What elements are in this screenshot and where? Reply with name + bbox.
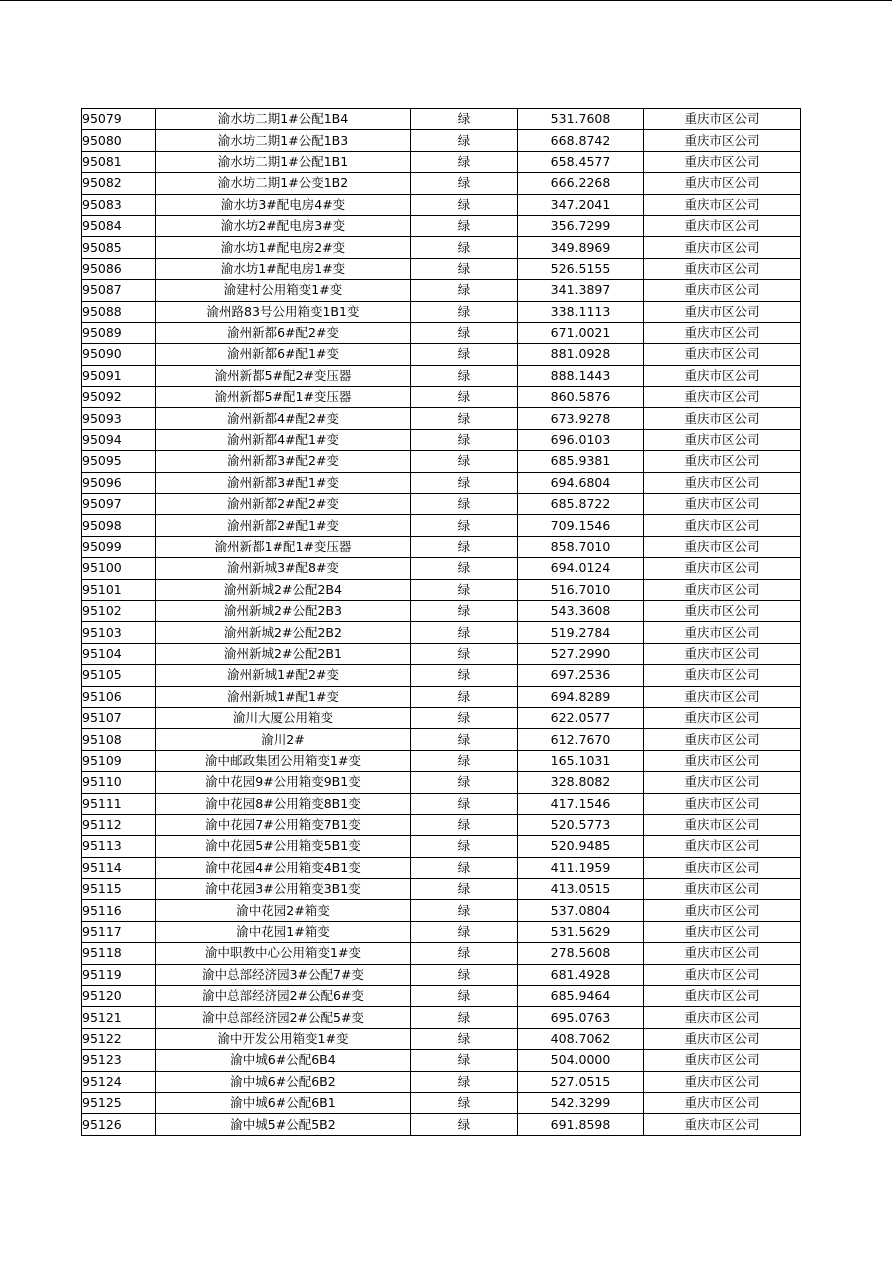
table-row [82, 579, 801, 600]
row-company-cell: 重庆市区公司 [644, 857, 801, 878]
table-row [82, 921, 801, 942]
row-color-cell: 绿 [411, 1007, 518, 1028]
row-name-cell: 渝州新都6#配1#变 [156, 344, 411, 365]
table-row [82, 173, 801, 194]
table-row [82, 109, 801, 130]
row-name-cell: 渝水坊二期1#公配1B4 [156, 109, 411, 130]
row-color-cell: 绿 [411, 344, 518, 365]
table-row [82, 900, 801, 921]
row-id-cell: 95103 [82, 622, 156, 643]
table-row [82, 215, 801, 236]
row-value-cell: 673.9278 [518, 408, 644, 429]
row-color-cell: 绿 [411, 836, 518, 857]
row-id-cell: 95092 [82, 387, 156, 408]
row-id-cell: 95118 [82, 943, 156, 964]
row-color-cell: 绿 [411, 814, 518, 835]
row-color-cell: 绿 [411, 194, 518, 215]
row-id-cell: 95107 [82, 707, 156, 728]
row-value-cell: 543.3608 [518, 600, 644, 621]
row-value-cell: 612.7670 [518, 729, 644, 750]
row-name-cell: 渝中花园5#公用箱变5B1变 [156, 836, 411, 857]
row-value-cell: 858.7010 [518, 536, 644, 557]
row-color-cell: 绿 [411, 943, 518, 964]
row-id-cell: 95109 [82, 750, 156, 771]
row-company-cell: 重庆市区公司 [644, 1092, 801, 1113]
row-color-cell: 绿 [411, 387, 518, 408]
row-value-cell: 338.1113 [518, 301, 644, 322]
table-row [82, 408, 801, 429]
row-color-cell: 绿 [411, 622, 518, 643]
row-id-cell: 95087 [82, 280, 156, 301]
row-company-cell: 重庆市区公司 [644, 1007, 801, 1028]
table-row [82, 536, 801, 557]
row-company-cell: 重庆市区公司 [644, 258, 801, 279]
row-value-cell: 527.0515 [518, 1071, 644, 1092]
row-value-cell: 709.1546 [518, 515, 644, 536]
row-id-cell: 95104 [82, 643, 156, 664]
row-id-cell: 95106 [82, 686, 156, 707]
row-color-cell: 绿 [411, 301, 518, 322]
row-id-cell: 95086 [82, 258, 156, 279]
row-name-cell: 渝川大厦公用箱变 [156, 707, 411, 728]
row-company-cell: 重庆市区公司 [644, 643, 801, 664]
row-id-cell: 95122 [82, 1028, 156, 1049]
row-color-cell: 绿 [411, 665, 518, 686]
row-company-cell: 重庆市区公司 [644, 1114, 801, 1135]
row-id-cell: 95124 [82, 1071, 156, 1092]
row-value-cell: 347.2041 [518, 194, 644, 215]
table-row [82, 194, 801, 215]
row-name-cell: 渝水坊2#配电房3#变 [156, 215, 411, 236]
row-company-cell: 重庆市区公司 [644, 494, 801, 515]
row-name-cell: 渝水坊二期1#公配1B3 [156, 130, 411, 151]
row-company-cell: 重庆市区公司 [644, 1071, 801, 1092]
table-row [82, 793, 801, 814]
row-color-cell: 绿 [411, 986, 518, 1007]
row-company-cell: 重庆市区公司 [644, 194, 801, 215]
row-id-cell: 95079 [82, 109, 156, 130]
row-name-cell: 渝川2# [156, 729, 411, 750]
row-value-cell: 349.8969 [518, 237, 644, 258]
row-company-cell: 重庆市区公司 [644, 558, 801, 579]
table-row [82, 322, 801, 343]
table-row [82, 558, 801, 579]
row-company-cell: 重庆市区公司 [644, 408, 801, 429]
row-id-cell: 95091 [82, 365, 156, 386]
row-company-cell: 重庆市区公司 [644, 943, 801, 964]
row-id-cell: 95115 [82, 879, 156, 900]
table-row [82, 1050, 801, 1071]
table-row [82, 729, 801, 750]
row-color-cell: 绿 [411, 173, 518, 194]
row-name-cell: 渝中花园9#公用箱变9B1变 [156, 772, 411, 793]
row-color-cell: 绿 [411, 472, 518, 493]
row-value-cell: 278.5608 [518, 943, 644, 964]
row-id-cell: 95093 [82, 408, 156, 429]
row-name-cell: 渝中职教中心公用箱变1#变 [156, 943, 411, 964]
row-value-cell: 516.7010 [518, 579, 644, 600]
row-company-cell: 重庆市区公司 [644, 173, 801, 194]
row-company-cell: 重庆市区公司 [644, 536, 801, 557]
row-id-cell: 95108 [82, 729, 156, 750]
row-color-cell: 绿 [411, 258, 518, 279]
row-id-cell: 95102 [82, 600, 156, 621]
row-name-cell: 渝中花园7#公用箱变7B1变 [156, 814, 411, 835]
table-row [82, 686, 801, 707]
row-value-cell: 413.0515 [518, 879, 644, 900]
page-top-rule [0, 0, 892, 1]
row-company-cell: 重庆市区公司 [644, 964, 801, 985]
row-name-cell: 渝州新城2#公配2B2 [156, 622, 411, 643]
row-id-cell: 95111 [82, 793, 156, 814]
row-company-cell: 重庆市区公司 [644, 707, 801, 728]
table-row [82, 750, 801, 771]
row-color-cell: 绿 [411, 729, 518, 750]
row-company-cell: 重庆市区公司 [644, 322, 801, 343]
row-color-cell: 绿 [411, 579, 518, 600]
row-name-cell: 渝中花园8#公用箱变8B1变 [156, 793, 411, 814]
row-name-cell: 渝中花园2#箱变 [156, 900, 411, 921]
row-color-cell: 绿 [411, 1114, 518, 1135]
row-value-cell: 537.0804 [518, 900, 644, 921]
table-row [82, 707, 801, 728]
row-color-cell: 绿 [411, 215, 518, 236]
row-name-cell: 渝州新都3#配1#变 [156, 472, 411, 493]
row-color-cell: 绿 [411, 109, 518, 130]
row-company-cell: 重庆市区公司 [644, 429, 801, 450]
table-row [82, 1092, 801, 1113]
row-company-cell: 重庆市区公司 [644, 301, 801, 322]
row-name-cell: 渝州路83号公用箱变1B1变 [156, 301, 411, 322]
table-row [82, 772, 801, 793]
row-value-cell: 519.2784 [518, 622, 644, 643]
row-color-cell: 绿 [411, 750, 518, 771]
table-row [82, 1071, 801, 1092]
row-color-cell: 绿 [411, 536, 518, 557]
row-value-cell: 520.9485 [518, 836, 644, 857]
row-name-cell: 渝水坊3#配电房4#变 [156, 194, 411, 215]
row-name-cell: 渝中花园4#公用箱变4B1变 [156, 857, 411, 878]
row-value-cell: 888.1443 [518, 365, 644, 386]
row-color-cell: 绿 [411, 857, 518, 878]
row-color-cell: 绿 [411, 793, 518, 814]
row-id-cell: 95098 [82, 515, 156, 536]
row-name-cell: 渝州新城1#配1#变 [156, 686, 411, 707]
row-value-cell: 408.7062 [518, 1028, 644, 1049]
table-row [82, 1114, 801, 1135]
table-row [82, 151, 801, 172]
row-id-cell: 95094 [82, 429, 156, 450]
row-id-cell: 95126 [82, 1114, 156, 1135]
row-name-cell: 渝水坊1#配电房1#变 [156, 258, 411, 279]
row-company-cell: 重庆市区公司 [644, 579, 801, 600]
row-color-cell: 绿 [411, 365, 518, 386]
row-id-cell: 95121 [82, 1007, 156, 1028]
table-row [82, 665, 801, 686]
row-color-cell: 绿 [411, 900, 518, 921]
row-company-cell: 重庆市区公司 [644, 237, 801, 258]
row-value-cell: 881.0928 [518, 344, 644, 365]
row-color-cell: 绿 [411, 494, 518, 515]
row-value-cell: 531.5629 [518, 921, 644, 942]
row-value-cell: 681.4928 [518, 964, 644, 985]
row-company-cell: 重庆市区公司 [644, 686, 801, 707]
row-value-cell: 671.0021 [518, 322, 644, 343]
row-id-cell: 95082 [82, 173, 156, 194]
row-company-cell: 重庆市区公司 [644, 109, 801, 130]
table-row [82, 515, 801, 536]
row-id-cell: 95090 [82, 344, 156, 365]
table-row [82, 622, 801, 643]
row-id-cell: 95085 [82, 237, 156, 258]
table-row [82, 301, 801, 322]
row-value-cell: 417.1546 [518, 793, 644, 814]
table-row [82, 280, 801, 301]
row-name-cell: 渝中花园3#公用箱变3B1变 [156, 879, 411, 900]
row-id-cell: 95099 [82, 536, 156, 557]
row-company-cell: 重庆市区公司 [644, 900, 801, 921]
row-company-cell: 重庆市区公司 [644, 1028, 801, 1049]
row-company-cell: 重庆市区公司 [644, 600, 801, 621]
row-company-cell: 重庆市区公司 [644, 986, 801, 1007]
row-color-cell: 绿 [411, 686, 518, 707]
row-value-cell: 504.0000 [518, 1050, 644, 1071]
table-row [82, 879, 801, 900]
row-company-cell: 重庆市区公司 [644, 879, 801, 900]
row-name-cell: 渝中总部经济园3#公配7#变 [156, 964, 411, 985]
row-company-cell: 重庆市区公司 [644, 130, 801, 151]
row-company-cell: 重庆市区公司 [644, 750, 801, 771]
row-company-cell: 重庆市区公司 [644, 793, 801, 814]
table-row [82, 600, 801, 621]
row-id-cell: 95114 [82, 857, 156, 878]
row-id-cell: 95116 [82, 900, 156, 921]
row-company-cell: 重庆市区公司 [644, 151, 801, 172]
row-color-cell: 绿 [411, 707, 518, 728]
table-row [82, 258, 801, 279]
row-id-cell: 95123 [82, 1050, 156, 1071]
row-color-cell: 绿 [411, 1050, 518, 1071]
row-id-cell: 95125 [82, 1092, 156, 1113]
row-value-cell: 622.0577 [518, 707, 644, 728]
table-row [82, 451, 801, 472]
row-company-cell: 重庆市区公司 [644, 665, 801, 686]
row-company-cell: 重庆市区公司 [644, 622, 801, 643]
table-row [82, 472, 801, 493]
row-color-cell: 绿 [411, 408, 518, 429]
row-id-cell: 95120 [82, 986, 156, 1007]
row-value-cell: 531.7608 [518, 109, 644, 130]
row-value-cell: 666.2268 [518, 173, 644, 194]
row-id-cell: 95084 [82, 215, 156, 236]
row-id-cell: 95110 [82, 772, 156, 793]
row-color-cell: 绿 [411, 921, 518, 942]
row-value-cell: 685.9464 [518, 986, 644, 1007]
row-name-cell: 渝州新都3#配2#变 [156, 451, 411, 472]
row-name-cell: 渝水坊二期1#公配1B1 [156, 151, 411, 172]
row-name-cell: 渝州新城3#配8#变 [156, 558, 411, 579]
row-value-cell: 694.0124 [518, 558, 644, 579]
row-id-cell: 95097 [82, 494, 156, 515]
row-color-cell: 绿 [411, 151, 518, 172]
row-company-cell: 重庆市区公司 [644, 387, 801, 408]
row-color-cell: 绿 [411, 772, 518, 793]
row-value-cell: 695.0763 [518, 1007, 644, 1028]
row-name-cell: 渝州新城2#公配2B4 [156, 579, 411, 600]
row-name-cell: 渝州新都5#配1#变压器 [156, 387, 411, 408]
row-color-cell: 绿 [411, 643, 518, 664]
row-name-cell: 渝州新都1#配1#变压器 [156, 536, 411, 557]
row-company-cell: 重庆市区公司 [644, 280, 801, 301]
row-name-cell: 渝中城6#公配6B4 [156, 1050, 411, 1071]
row-name-cell: 渝水坊1#配电房2#变 [156, 237, 411, 258]
row-company-cell: 重庆市区公司 [644, 836, 801, 857]
row-id-cell: 95088 [82, 301, 156, 322]
row-id-cell: 95113 [82, 836, 156, 857]
table-row [82, 643, 801, 664]
row-name-cell: 渝州新都5#配2#变压器 [156, 365, 411, 386]
row-value-cell: 694.8289 [518, 686, 644, 707]
row-company-cell: 重庆市区公司 [644, 215, 801, 236]
row-value-cell: 542.3299 [518, 1092, 644, 1113]
row-name-cell: 渝中城6#公配6B2 [156, 1071, 411, 1092]
row-name-cell: 渝州新都4#配2#变 [156, 408, 411, 429]
table-row [82, 429, 801, 450]
row-company-cell: 重庆市区公司 [644, 344, 801, 365]
row-id-cell: 95089 [82, 322, 156, 343]
row-company-cell: 重庆市区公司 [644, 451, 801, 472]
row-name-cell: 渝中总部经济园2#公配5#变 [156, 1007, 411, 1028]
row-id-cell: 95117 [82, 921, 156, 942]
row-id-cell: 95080 [82, 130, 156, 151]
row-color-cell: 绿 [411, 1071, 518, 1092]
row-company-cell: 重庆市区公司 [644, 729, 801, 750]
row-name-cell: 渝水坊二期1#公变1B2 [156, 173, 411, 194]
table-row [82, 1007, 801, 1028]
table-row [82, 836, 801, 857]
row-value-cell: 526.5155 [518, 258, 644, 279]
row-id-cell: 95083 [82, 194, 156, 215]
row-name-cell: 渝中城6#公配6B1 [156, 1092, 411, 1113]
row-company-cell: 重庆市区公司 [644, 814, 801, 835]
row-value-cell: 520.5773 [518, 814, 644, 835]
row-value-cell: 328.8082 [518, 772, 644, 793]
row-id-cell: 95095 [82, 451, 156, 472]
row-name-cell: 渝州新城2#公配2B1 [156, 643, 411, 664]
row-value-cell: 668.8742 [518, 130, 644, 151]
row-name-cell: 渝州新城1#配2#变 [156, 665, 411, 686]
row-name-cell: 渝中城5#公配5B2 [156, 1114, 411, 1135]
row-value-cell: 685.8722 [518, 494, 644, 515]
table-body [82, 109, 801, 1136]
row-company-cell: 重庆市区公司 [644, 772, 801, 793]
row-color-cell: 绿 [411, 130, 518, 151]
row-name-cell: 渝州新城2#公配2B3 [156, 600, 411, 621]
row-color-cell: 绿 [411, 280, 518, 301]
row-id-cell: 95105 [82, 665, 156, 686]
row-name-cell: 渝建村公用箱变1#变 [156, 280, 411, 301]
row-company-cell: 重庆市区公司 [644, 921, 801, 942]
row-name-cell: 渝中花园1#箱变 [156, 921, 411, 942]
table-row [82, 964, 801, 985]
row-color-cell: 绿 [411, 879, 518, 900]
row-color-cell: 绿 [411, 964, 518, 985]
row-company-cell: 重庆市区公司 [644, 515, 801, 536]
row-id-cell: 95119 [82, 964, 156, 985]
row-value-cell: 527.2990 [518, 643, 644, 664]
row-name-cell: 渝中邮政集团公用箱变1#变 [156, 750, 411, 771]
row-name-cell: 渝中总部经济园2#公配6#变 [156, 986, 411, 1007]
row-value-cell: 165.1031 [518, 750, 644, 771]
row-value-cell: 356.7299 [518, 215, 644, 236]
row-color-cell: 绿 [411, 429, 518, 450]
table-row [82, 857, 801, 878]
table-row [82, 387, 801, 408]
table-row [82, 494, 801, 515]
row-value-cell: 697.2536 [518, 665, 644, 686]
table-row [82, 1028, 801, 1049]
row-color-cell: 绿 [411, 558, 518, 579]
row-name-cell: 渝州新都6#配2#变 [156, 322, 411, 343]
row-id-cell: 95081 [82, 151, 156, 172]
row-color-cell: 绿 [411, 1028, 518, 1049]
table-row [82, 130, 801, 151]
row-color-cell: 绿 [411, 515, 518, 536]
row-color-cell: 绿 [411, 322, 518, 343]
row-value-cell: 341.3897 [518, 280, 644, 301]
row-id-cell: 95101 [82, 579, 156, 600]
table-row [82, 365, 801, 386]
row-value-cell: 691.8598 [518, 1114, 644, 1135]
row-color-cell: 绿 [411, 1092, 518, 1113]
transformer-table [81, 108, 801, 1136]
row-value-cell: 860.5876 [518, 387, 644, 408]
row-color-cell: 绿 [411, 237, 518, 258]
row-id-cell: 95112 [82, 814, 156, 835]
table-row [82, 237, 801, 258]
row-company-cell: 重庆市区公司 [644, 1050, 801, 1071]
table-row [82, 986, 801, 1007]
row-company-cell: 重庆市区公司 [644, 472, 801, 493]
row-name-cell: 渝州新都4#配1#变 [156, 429, 411, 450]
table-row [82, 943, 801, 964]
row-color-cell: 绿 [411, 451, 518, 472]
row-value-cell: 411.1959 [518, 857, 644, 878]
row-name-cell: 渝州新都2#配2#变 [156, 494, 411, 515]
row-name-cell: 渝中开发公用箱变1#变 [156, 1028, 411, 1049]
row-value-cell: 685.9381 [518, 451, 644, 472]
row-value-cell: 696.0103 [518, 429, 644, 450]
row-value-cell: 694.6804 [518, 472, 644, 493]
row-name-cell: 渝州新都2#配1#变 [156, 515, 411, 536]
table-row [82, 344, 801, 365]
row-company-cell: 重庆市区公司 [644, 365, 801, 386]
row-id-cell: 95096 [82, 472, 156, 493]
row-id-cell: 95100 [82, 558, 156, 579]
row-color-cell: 绿 [411, 600, 518, 621]
row-value-cell: 658.4577 [518, 151, 644, 172]
table-row [82, 814, 801, 835]
